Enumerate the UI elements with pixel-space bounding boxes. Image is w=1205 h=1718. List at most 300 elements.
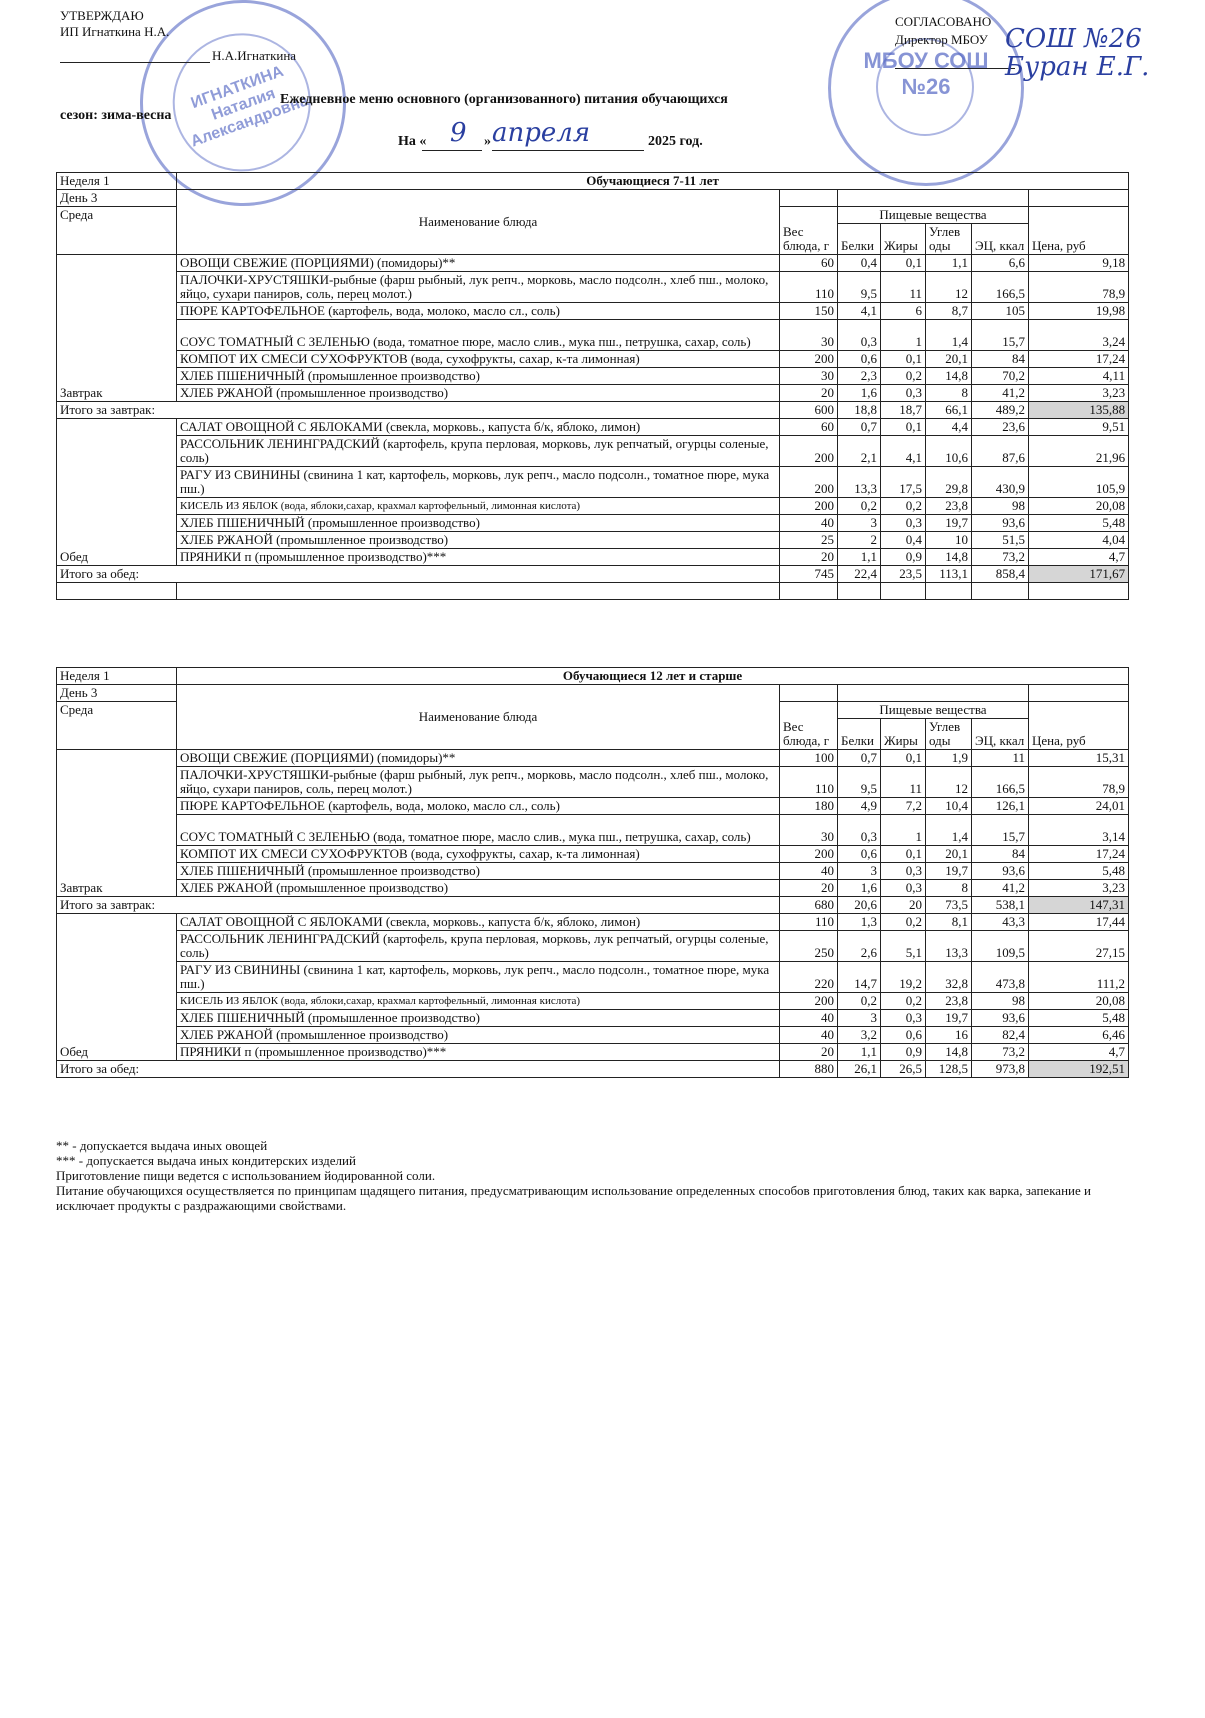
dish-protein: 0,7	[838, 750, 881, 767]
dish-protein: 3	[838, 515, 881, 532]
dish-name: РАССОЛЬНИК ЛЕНИНГРАДСКИЙ (картофель, крупа перловая, морковь, лук репчатый, огурцы соленые, соль)	[177, 436, 780, 467]
dish-name: РАГУ ИЗ СВИНИНЫ (свинина 1 кат, картофель, морковь, лук репч., масло подсолн., томатное пюре, мука пш.)	[177, 467, 780, 498]
dish-price: 4,7	[1029, 549, 1129, 566]
dish-weight: 20	[780, 549, 838, 566]
dish-energy: 51,5	[972, 532, 1029, 549]
dish-fat: 0,2	[881, 368, 926, 385]
dish-energy: 166,5	[972, 272, 1029, 303]
dish-name: ПАЛОЧКИ-ХРУСТЯШКИ-рыбные (фарш рыбный, лук репч., морковь, масло подсолн., хлеб пш., молоко, яйцо, сухари паниров, соль, перец молот.)	[177, 272, 780, 303]
col-price-header: Цена, руб	[1029, 702, 1129, 750]
dish-name: ПРЯНИКИ п (промышленное производство)***	[177, 1044, 780, 1061]
dish-fat: 0,1	[881, 846, 926, 863]
dish-fat: 0,3	[881, 863, 926, 880]
dish-weight: 200	[780, 436, 838, 467]
dish-row	[57, 255, 1129, 272]
total-fat: 23,5	[881, 566, 926, 583]
col-weight-header: Вес блюда, г	[780, 207, 838, 255]
dish-name: ХЛЕБ ПШЕНИЧНЫЙ (промышленное производство)	[177, 515, 780, 532]
dish-weight: 20	[780, 385, 838, 402]
dish-name: ХЛЕБ РЖАНОЙ (промышленное производство)	[177, 880, 780, 897]
col-nutrients-header: Пищевые вещества	[838, 702, 1029, 719]
dish-fat: 0,3	[881, 1010, 926, 1027]
dish-energy: 109,5	[972, 931, 1029, 962]
empty-cell	[838, 685, 1029, 702]
dish-row	[57, 846, 1129, 863]
dish-name: ПАЛОЧКИ-ХРУСТЯШКИ-рыбные (фарш рыбный, лук репч., морковь, масло подсолн., хлеб пш., молоко, яйцо, сухари паниров, соль, перец молот.)	[177, 767, 780, 798]
approve-org: ИП Игнаткина Н.А.	[60, 24, 170, 39]
dish-protein: 0,6	[838, 351, 881, 368]
dish-price: 19,98	[1029, 303, 1129, 320]
dish-row	[57, 1027, 1129, 1044]
dish-row	[57, 1044, 1129, 1061]
dish-row	[57, 750, 1129, 767]
agree-org: Директор МБОУ	[895, 32, 988, 47]
col-energy-header: ЭЦ, ккал	[972, 719, 1029, 750]
dish-carbs: 20,1	[926, 351, 972, 368]
date-year: 2025 год.	[648, 134, 703, 149]
group-label: Обучающиеся 7-11 лет	[177, 173, 1129, 190]
dish-fat: 0,6	[881, 1027, 926, 1044]
dish-row	[57, 419, 1129, 436]
dish-protein: 2,6	[838, 931, 881, 962]
dish-fat: 0,3	[881, 880, 926, 897]
weekday-label: Среда	[57, 702, 177, 750]
total-price: 135,88	[1029, 402, 1129, 419]
total-energy: 973,8	[972, 1061, 1029, 1078]
total-protein: 20,6	[838, 897, 881, 914]
dish-row	[57, 368, 1129, 385]
dish-carbs: 8,7	[926, 303, 972, 320]
dish-fat: 0,1	[881, 419, 926, 436]
dish-carbs: 14,8	[926, 368, 972, 385]
menu-table-7-11	[56, 172, 1129, 600]
dish-protein: 0,2	[838, 993, 881, 1010]
dish-price: 20,08	[1029, 498, 1129, 515]
dish-fat: 0,2	[881, 914, 926, 931]
empty-cell	[177, 583, 780, 600]
dish-weight: 200	[780, 498, 838, 515]
empty-cell	[780, 685, 838, 702]
dish-energy: 11	[972, 750, 1029, 767]
dish-carbs: 4,4	[926, 419, 972, 436]
dish-protein: 0,7	[838, 419, 881, 436]
dish-weight: 150	[780, 303, 838, 320]
total-protein: 22,4	[838, 566, 881, 583]
dish-row	[57, 1010, 1129, 1027]
dish-weight: 180	[780, 798, 838, 815]
col-protein-header: Белки	[838, 224, 881, 255]
dish-fat: 6	[881, 303, 926, 320]
dish-energy: 473,8	[972, 962, 1029, 993]
empty-cell	[780, 583, 838, 600]
dish-carbs: 19,7	[926, 1010, 972, 1027]
dish-name: ОВОЩИ СВЕЖИЕ (ПОРЦИЯМИ) (помидоры)**	[177, 255, 780, 272]
date-day: 9	[450, 118, 467, 148]
dish-row	[57, 798, 1129, 815]
dish-row	[57, 351, 1129, 368]
dish-fat: 19,2	[881, 962, 926, 993]
dish-fat: 7,2	[881, 798, 926, 815]
spacer-row	[57, 583, 1129, 600]
dish-carbs: 1,4	[926, 320, 972, 351]
empty-cell	[57, 583, 177, 600]
dish-protein: 1,6	[838, 385, 881, 402]
empty-cell	[780, 190, 838, 207]
dish-energy: 41,2	[972, 880, 1029, 897]
dish-price: 5,48	[1029, 863, 1129, 880]
dish-price: 3,23	[1029, 880, 1129, 897]
agree-title: СОГЛАСОВАНО	[895, 14, 992, 29]
breakfast-rows	[57, 750, 1129, 897]
dish-weight: 110	[780, 914, 838, 931]
dish-fat: 0,3	[881, 385, 926, 402]
dish-fat: 1	[881, 815, 926, 846]
dish-weight: 25	[780, 532, 838, 549]
dish-energy: 93,6	[972, 863, 1029, 880]
dish-name: САЛАТ ОВОЩНОЙ С ЯБЛОКАМИ (свекла, морковь., капуста б/к, яблоко, лимон)	[177, 914, 780, 931]
dish-row	[57, 863, 1129, 880]
dish-name: КОМПОТ ИХ СМЕСИ СУХОФРУКТОВ (вода, сухофрукты, сахар, к-та лимонная)	[177, 846, 780, 863]
dish-price: 17,24	[1029, 846, 1129, 863]
date-prefix: На «	[398, 134, 427, 149]
breakfast-rows	[57, 255, 1129, 402]
dish-protein: 3	[838, 1010, 881, 1027]
dish-fat: 0,9	[881, 549, 926, 566]
dish-price: 17,24	[1029, 351, 1129, 368]
dish-protein: 0,3	[838, 320, 881, 351]
dish-fat: 0,1	[881, 255, 926, 272]
dish-energy: 15,7	[972, 815, 1029, 846]
dish-weight: 110	[780, 767, 838, 798]
dish-energy: 430,9	[972, 467, 1029, 498]
dish-price: 5,48	[1029, 1010, 1129, 1027]
dish-energy: 93,6	[972, 515, 1029, 532]
dish-protein: 4,1	[838, 303, 881, 320]
dish-weight: 200	[780, 993, 838, 1010]
dish-carbs: 19,7	[926, 863, 972, 880]
dish-fat: 11	[881, 767, 926, 798]
dish-price: 27,15	[1029, 931, 1129, 962]
dish-protein: 13,3	[838, 467, 881, 498]
menu-table-12-plus	[56, 667, 1129, 1078]
dish-carbs: 10,6	[926, 436, 972, 467]
week-label: Неделя 1	[57, 668, 177, 685]
empty-cell	[926, 583, 972, 600]
col-protein-header: Белки	[838, 719, 881, 750]
dish-weight: 30	[780, 320, 838, 351]
dish-energy: 87,6	[972, 436, 1029, 467]
dish-protein: 2	[838, 532, 881, 549]
col-fat-header: Жиры	[881, 224, 926, 255]
dish-name: КОМПОТ ИХ СМЕСИ СУХОФРУКТОВ (вода, сухофрукты, сахар, к-та лимонная)	[177, 351, 780, 368]
dish-fat: 0,2	[881, 498, 926, 515]
col-weight-header: Вес блюда, г	[780, 702, 838, 750]
dish-carbs: 32,8	[926, 962, 972, 993]
dish-carbs: 29,8	[926, 467, 972, 498]
stamp-left-text: ИГНАТКИНА Наталия Александровна	[188, 62, 311, 151]
dish-protein: 2,1	[838, 436, 881, 467]
dish-carbs: 8,1	[926, 914, 972, 931]
total-carbs: 113,1	[926, 566, 972, 583]
dish-weight: 20	[780, 1044, 838, 1061]
dish-protein: 4,9	[838, 798, 881, 815]
dish-price: 15,31	[1029, 750, 1129, 767]
dish-weight: 60	[780, 255, 838, 272]
dish-energy: 6,6	[972, 255, 1029, 272]
dish-fat: 0,3	[881, 515, 926, 532]
dish-weight: 30	[780, 368, 838, 385]
date-month-line	[492, 150, 644, 151]
dish-row	[57, 498, 1129, 515]
dish-protein: 0,3	[838, 815, 881, 846]
dish-row	[57, 436, 1129, 467]
dish-energy: 73,2	[972, 549, 1029, 566]
empty-cell	[838, 583, 881, 600]
dish-carbs: 8	[926, 385, 972, 402]
dish-name: РАССОЛЬНИК ЛЕНИНГРАДСКИЙ (картофель, крупа перловая, морковь, лук репчатый, огурцы соленые, соль)	[177, 931, 780, 962]
dish-carbs: 13,3	[926, 931, 972, 962]
dish-row	[57, 515, 1129, 532]
dish-carbs: 14,8	[926, 1044, 972, 1061]
dish-weight: 30	[780, 815, 838, 846]
dish-row	[57, 931, 1129, 962]
dish-name: СОУС ТОМАТНЫЙ С ЗЕЛЕНЬЮ (вода, томатное пюре, масло слив., мука пш., петрушка, сахар, соль)	[177, 320, 780, 351]
total-protein: 26,1	[838, 1061, 881, 1078]
dish-energy: 23,6	[972, 419, 1029, 436]
col-name-header: Наименование блюда	[177, 685, 780, 750]
dish-energy: 166,5	[972, 767, 1029, 798]
dish-name: КИСЕЛЬ ИЗ ЯБЛОК (вода, яблоки,сахар, крахмал картофельный, лимонная кислота)	[177, 993, 780, 1010]
dish-energy: 70,2	[972, 368, 1029, 385]
dish-row	[57, 815, 1129, 846]
total-label: Итого за обед:	[57, 566, 780, 583]
dish-name: СОУС ТОМАТНЫЙ С ЗЕЛЕНЬЮ (вода, томатное пюре, масло слив., мука пш., петрушка, сахар, соль)	[177, 815, 780, 846]
group-label: Обучающиеся 12 лет и старше	[177, 668, 1129, 685]
lunch-label: Обед	[57, 914, 177, 1061]
dish-carbs: 1,9	[926, 750, 972, 767]
dish-protein: 1,1	[838, 1044, 881, 1061]
empty-cell	[1029, 685, 1129, 702]
dish-weight: 200	[780, 846, 838, 863]
dish-fat: 1	[881, 320, 926, 351]
dish-protein: 3	[838, 863, 881, 880]
dish-energy: 84	[972, 846, 1029, 863]
dish-weight: 220	[780, 962, 838, 993]
dish-energy: 84	[972, 351, 1029, 368]
dish-row	[57, 767, 1129, 798]
empty-cell	[972, 583, 1029, 600]
dish-carbs: 19,7	[926, 515, 972, 532]
dish-price: 9,18	[1029, 255, 1129, 272]
agree-handwritten-signature: СОШ №26 Буран Е.Г.	[1005, 24, 1150, 82]
dish-fat: 0,4	[881, 532, 926, 549]
dish-price: 24,01	[1029, 798, 1129, 815]
breakfast-label: Завтрак	[57, 750, 177, 897]
total-label: Итого за завтрак:	[57, 402, 780, 419]
dish-energy: 98	[972, 498, 1029, 515]
total-fat: 18,7	[881, 402, 926, 419]
dish-carbs: 14,8	[926, 549, 972, 566]
lunch-label: Обед	[57, 419, 177, 566]
dish-protein: 3,2	[838, 1027, 881, 1044]
lunch-total-row	[57, 1061, 1129, 1078]
total-fat: 26,5	[881, 1061, 926, 1078]
dish-row	[57, 272, 1129, 303]
dish-protein: 14,7	[838, 962, 881, 993]
footnote-vegetables: ** - допускается выдача иных овощей	[56, 1138, 268, 1153]
dish-energy: 126,1	[972, 798, 1029, 815]
approve-signature: Н.А.Игнаткина	[212, 48, 297, 63]
dish-carbs: 1,1	[926, 255, 972, 272]
dish-weight: 40	[780, 515, 838, 532]
agree-signature-line	[895, 68, 1015, 69]
dish-carbs: 20,1	[926, 846, 972, 863]
dish-price: 9,51	[1029, 419, 1129, 436]
dish-fat: 11	[881, 272, 926, 303]
dish-name: ХЛЕБ ПШЕНИЧНЫЙ (промышленное производство)	[177, 368, 780, 385]
dish-protein: 9,5	[838, 767, 881, 798]
breakfast-label: Завтрак	[57, 255, 177, 402]
lunch-rows	[57, 419, 1129, 566]
col-name-header: Наименование блюда	[177, 190, 780, 255]
dish-name: ПРЯНИКИ п (промышленное производство)***	[177, 549, 780, 566]
dish-weight: 250	[780, 931, 838, 962]
col-energy-header: ЭЦ, ккал	[972, 224, 1029, 255]
total-price: 192,51	[1029, 1061, 1129, 1078]
dish-name: КИСЕЛЬ ИЗ ЯБЛОК (вода, яблоки,сахар, крахмал картофельный, лимонная кислота)	[177, 498, 780, 515]
total-fat: 20	[881, 897, 926, 914]
dish-weight: 40	[780, 863, 838, 880]
dish-name: ПЮРЕ КАРТОФЕЛЬНОЕ (картофель, вода, молоко, масло сл., соль)	[177, 798, 780, 815]
total-carbs: 128,5	[926, 1061, 972, 1078]
dish-protein: 1,3	[838, 914, 881, 931]
lunch-total-row	[57, 566, 1129, 583]
dish-weight: 110	[780, 272, 838, 303]
dish-price: 5,48	[1029, 515, 1129, 532]
dish-carbs: 10,4	[926, 798, 972, 815]
stamp-right-text: МБОУ СОШ №26	[863, 48, 989, 99]
dish-price: 4,11	[1029, 368, 1129, 385]
dish-price: 21,96	[1029, 436, 1129, 467]
date-month: апреля	[492, 118, 591, 148]
dish-carbs: 16	[926, 1027, 972, 1044]
dish-protein: 9,5	[838, 272, 881, 303]
dish-row	[57, 880, 1129, 897]
dish-row	[57, 532, 1129, 549]
dish-energy: 98	[972, 993, 1029, 1010]
dish-energy: 82,4	[972, 1027, 1029, 1044]
breakfast-total-row	[57, 402, 1129, 419]
dish-price: 3,14	[1029, 815, 1129, 846]
dish-price: 111,2	[1029, 962, 1129, 993]
lunch-rows	[57, 914, 1129, 1061]
dish-weight: 20	[780, 880, 838, 897]
dish-name: РАГУ ИЗ СВИНИНЫ (свинина 1 кат, картофель, морковь, лук репч., масло подсолн., томатное пюре, мука пш.)	[177, 962, 780, 993]
dish-carbs: 8	[926, 880, 972, 897]
dish-row	[57, 914, 1129, 931]
dish-carbs: 12	[926, 272, 972, 303]
dish-weight: 40	[780, 1010, 838, 1027]
total-energy: 489,2	[972, 402, 1029, 419]
note-gentle-nutrition: Питание обучающихся осуществляется по принципам щадящего питания, предусматривающим использование определенных способов приготовления блюд, таких как варка, запекание и исключает продукты с раздражающими свойствами.	[56, 1183, 1091, 1213]
dish-fat: 0,1	[881, 750, 926, 767]
dish-row	[57, 962, 1129, 993]
dish-fat: 5,1	[881, 931, 926, 962]
empty-cell	[1029, 583, 1129, 600]
dish-price: 20,08	[1029, 993, 1129, 1010]
dish-name: ПЮРЕ КАРТОФЕЛЬНОЕ (картофель, вода, молоко, масло сл., соль)	[177, 303, 780, 320]
week-label: Неделя 1	[57, 173, 177, 190]
total-protein: 18,8	[838, 402, 881, 419]
dish-energy: 73,2	[972, 1044, 1029, 1061]
dish-protein: 1,1	[838, 549, 881, 566]
total-weight: 680	[780, 897, 838, 914]
note-iodized-salt: Приготовление пищи ведется с использованием йодированной соли.	[56, 1168, 436, 1183]
dish-energy: 15,7	[972, 320, 1029, 351]
total-label: Итого за завтрак:	[57, 897, 780, 914]
dish-protein: 0,2	[838, 498, 881, 515]
dish-protein: 2,3	[838, 368, 881, 385]
dish-energy: 43,3	[972, 914, 1029, 931]
dish-fat: 0,2	[881, 993, 926, 1010]
dish-price: 3,24	[1029, 320, 1129, 351]
date-mid: »	[484, 134, 491, 149]
total-energy: 538,1	[972, 897, 1029, 914]
dish-name: САЛАТ ОВОЩНОЙ С ЯБЛОКАМИ (свекла, морковь., капуста б/к, яблоко, лимон)	[177, 419, 780, 436]
dish-name: ХЛЕБ ПШЕНИЧНЫЙ (промышленное производство)	[177, 863, 780, 880]
empty-cell	[881, 583, 926, 600]
dish-energy: 41,2	[972, 385, 1029, 402]
empty-cell	[1029, 190, 1129, 207]
empty-cell	[838, 190, 1029, 207]
dish-carbs: 10	[926, 532, 972, 549]
dish-protein: 0,6	[838, 846, 881, 863]
col-price-header: Цена, руб	[1029, 207, 1129, 255]
dish-row	[57, 303, 1129, 320]
approve-signature-line	[60, 62, 210, 63]
col-carbs-header: Углев оды	[926, 719, 972, 750]
total-price: 171,67	[1029, 566, 1129, 583]
footnote-confectionery: *** - допускается выдача иных кондитерских изделий	[56, 1153, 356, 1168]
dish-price: 3,23	[1029, 385, 1129, 402]
dish-row	[57, 467, 1129, 498]
col-carbs-header: Углев оды	[926, 224, 972, 255]
dish-fat: 0,1	[881, 351, 926, 368]
dish-name: ХЛЕБ РЖАНОЙ (промышленное производство)	[177, 1027, 780, 1044]
dish-fat: 4,1	[881, 436, 926, 467]
dish-energy: 105	[972, 303, 1029, 320]
dish-weight: 200	[780, 467, 838, 498]
day-label: День 3	[57, 190, 177, 207]
dish-price: 6,46	[1029, 1027, 1129, 1044]
dish-price: 4,7	[1029, 1044, 1129, 1061]
total-carbs: 73,5	[926, 897, 972, 914]
dish-name: ХЛЕБ РЖАНОЙ (промышленное производство)	[177, 532, 780, 549]
dish-protein: 1,6	[838, 880, 881, 897]
col-fat-header: Жиры	[881, 719, 926, 750]
dish-name: ОВОЩИ СВЕЖИЕ (ПОРЦИЯМИ) (помидоры)**	[177, 750, 780, 767]
total-energy: 858,4	[972, 566, 1029, 583]
dish-carbs: 1,4	[926, 815, 972, 846]
total-weight: 880	[780, 1061, 838, 1078]
dish-row	[57, 549, 1129, 566]
total-weight: 745	[780, 566, 838, 583]
dish-name: ХЛЕБ РЖАНОЙ (промышленное производство)	[177, 385, 780, 402]
total-label: Итого за обед:	[57, 1061, 780, 1078]
col-nutrients-header: Пищевые вещества	[838, 207, 1029, 224]
dish-price: 105,9	[1029, 467, 1129, 498]
dish-price: 4,04	[1029, 532, 1129, 549]
